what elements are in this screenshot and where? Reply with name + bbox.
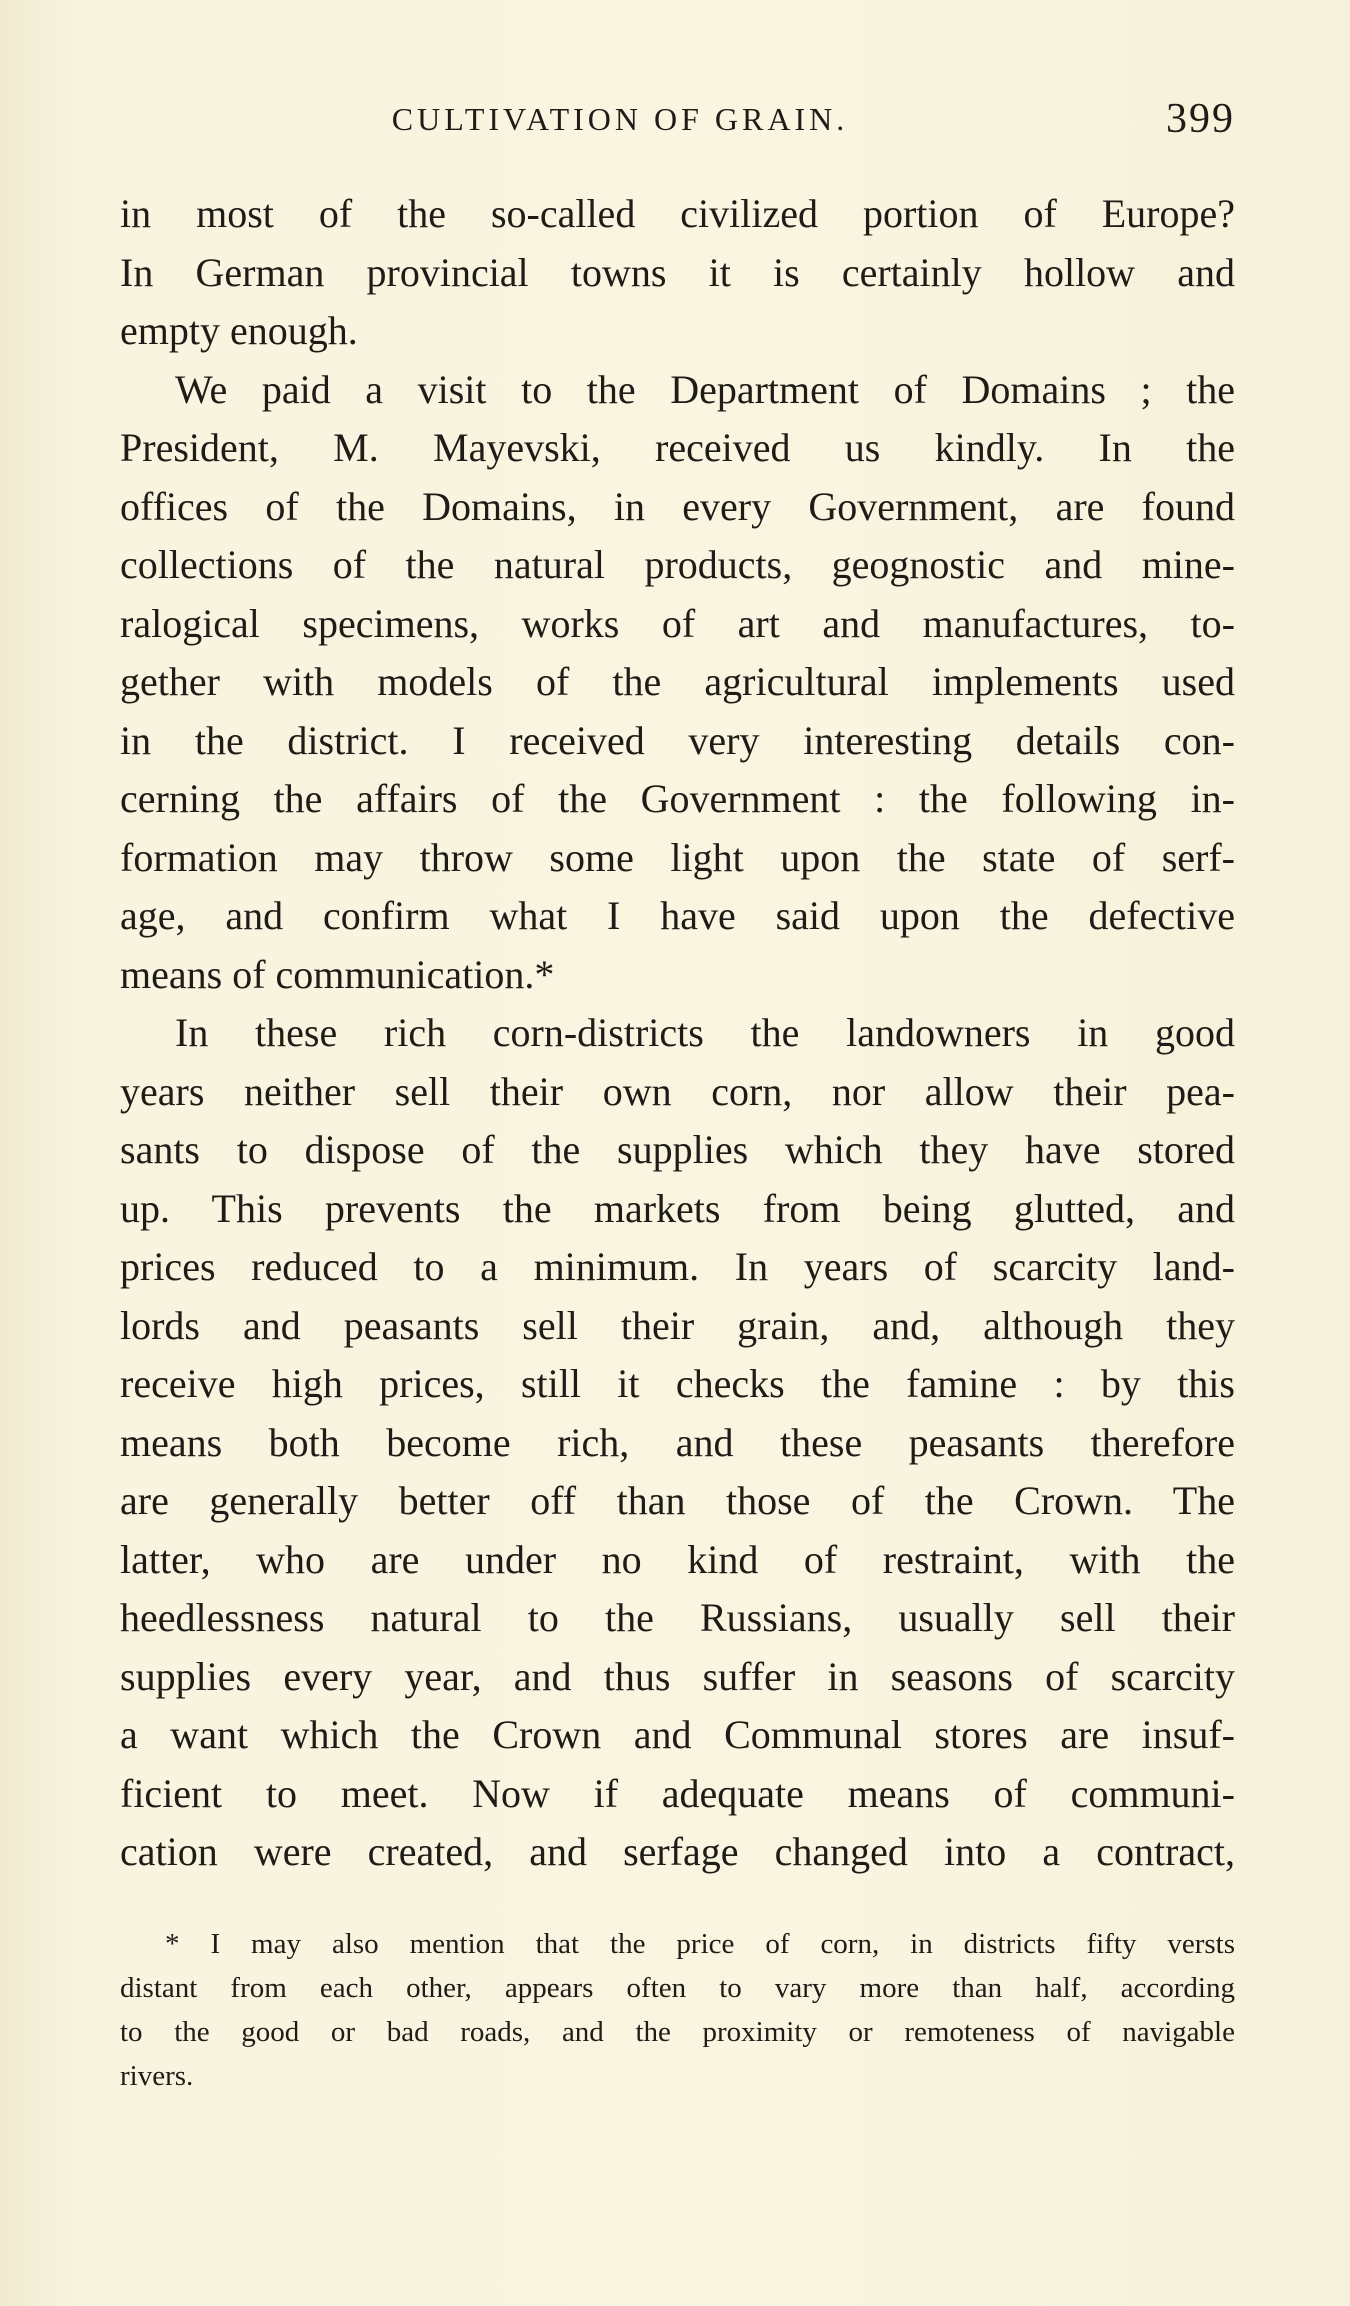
text-line: means of communication.*: [120, 951, 555, 997]
text-line: lords and peasants sell their grain, and, although they: [120, 1302, 1235, 1348]
text-line: ficient to meet. Now if adequate means of communi-: [120, 1770, 1235, 1816]
footnote: [120, 1922, 1235, 2098]
text-line: heedlessness natural to the Russians, usually sell their: [120, 1595, 1235, 1640]
text-line: up. This prevents the markets from being glutted, and: [120, 1185, 1235, 1231]
running-head: [120, 95, 1235, 145]
text-line: a want which the Crown and Communal stores are insuf-: [120, 1712, 1235, 1757]
text-line: President, M. Mayevski, received us kindly. In the: [120, 425, 1235, 470]
page-number: 399: [1166, 96, 1235, 142]
footnote-line: rivers.: [120, 2060, 194, 2092]
footnote-line: * I may also mention that the price of corn, in districts fifty versts: [165, 1928, 1235, 1960]
text-line: supplies every year, and thus suffer in seasons of scarcity: [120, 1653, 1235, 1699]
text-line: formation may throw some light upon the state of serf-: [120, 834, 1235, 880]
text-line: In German provincial towns it is certainly hollow and: [120, 249, 1235, 295]
text-line: years neither sell their own corn, nor allow their pea-: [120, 1068, 1235, 1114]
text-line: means both become rich, and these peasants therefore: [120, 1419, 1235, 1465]
text-line: cation were created, and serfage changed into a contract,: [120, 1829, 1235, 1874]
text-line: are generally better off than those of the Crown. The: [120, 1478, 1235, 1523]
text-line: in the district. I received very interesting details con-: [120, 717, 1235, 763]
text-line: prices reduced to a minimum. In years of scarcity land-: [120, 1244, 1235, 1289]
text-line: offices of the Domains, in every Government, are found: [120, 483, 1235, 529]
text-line: receive high prices, still it checks the famine : by this: [120, 1361, 1235, 1406]
footnote-line: to the good or bad roads, and the proximity or remoteness of navigable: [120, 2016, 1235, 2048]
footnote-line: distant from each other, appears often to vary more than half, according: [120, 1972, 1235, 2004]
text-line: cerning the affairs of the Government : the following in-: [120, 776, 1235, 821]
text-line: collections of the natural products, geognostic and mine-: [120, 542, 1235, 587]
text-line: In these rich corn-districts the landowners in good: [175, 1010, 1235, 1055]
running-title: CULTIVATION OF GRAIN.: [391, 101, 849, 137]
body-text: [120, 185, 1235, 1882]
text-line: ralogical specimens, works of art and manufactures, to-: [120, 600, 1235, 646]
text-line: in most of the so-called civilized portion of Europe?: [120, 191, 1235, 236]
text-line: sants to dispose of the supplies which they have stored: [120, 1127, 1235, 1172]
text-line: empty enough.: [120, 308, 358, 353]
text-line: We paid a visit to the Department of Domains ; the: [175, 366, 1235, 412]
text-line: latter, who are under no kind of restraint, with the: [120, 1536, 1235, 1582]
text-line: gether with models of the agricultural implements used: [120, 659, 1235, 704]
text-line: age, and confirm what I have said upon the defective: [120, 893, 1235, 938]
